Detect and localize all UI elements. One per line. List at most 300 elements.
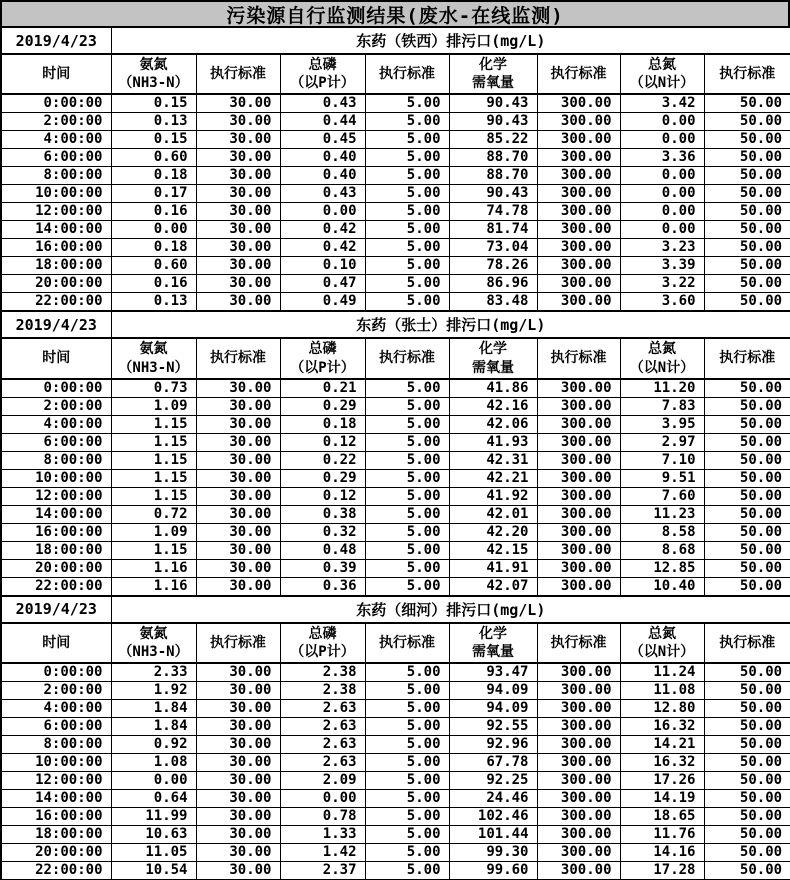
value-cell: 90.43 xyxy=(449,185,537,203)
column-header-line: 执行标准 xyxy=(210,350,266,367)
column-header-line: 氨氮 xyxy=(139,57,168,73)
time-cell: 8:00:00 xyxy=(1,451,111,469)
value-cell: 30.00 xyxy=(196,221,280,239)
column-header-std-nh3n xyxy=(196,338,280,378)
value-cell: 50.00 xyxy=(704,772,790,790)
value-cell: 0.44 xyxy=(280,113,365,131)
value-cell: 83.48 xyxy=(449,293,537,312)
time-cell: 22:00:00 xyxy=(1,577,111,596)
value-cell: 0.64 xyxy=(111,790,196,808)
column-header-line: （NH3-N） xyxy=(118,75,189,92)
value-cell: 1.16 xyxy=(111,577,196,596)
date-row xyxy=(1,28,790,54)
value-cell: 9.51 xyxy=(620,469,704,487)
value-cell: 50.00 xyxy=(704,293,790,312)
column-header-row xyxy=(1,338,790,378)
time-cell: 14:00:00 xyxy=(1,505,111,523)
value-cell: 0.12 xyxy=(280,487,365,505)
value-cell: 300.00 xyxy=(537,469,620,487)
value-cell: 30.00 xyxy=(196,415,280,433)
value-cell: 0.15 xyxy=(111,94,196,113)
time-cell: 2:00:00 xyxy=(1,113,111,131)
column-header-tn xyxy=(620,623,704,663)
value-cell: 78.26 xyxy=(449,257,537,275)
value-cell: 0.17 xyxy=(111,185,196,203)
value-cell: 1.16 xyxy=(111,559,196,577)
value-cell: 5.00 xyxy=(365,487,449,505)
column-header-line: （以N计） xyxy=(629,75,695,92)
value-cell: 30.00 xyxy=(196,487,280,505)
value-cell: 94.09 xyxy=(449,682,537,700)
value-cell: 7.10 xyxy=(620,451,704,469)
value-cell: 1.84 xyxy=(111,718,196,736)
value-cell: 30.00 xyxy=(196,718,280,736)
time-cell: 20:00:00 xyxy=(1,844,111,862)
value-cell: 50.00 xyxy=(704,275,790,293)
value-cell: 50.00 xyxy=(704,718,790,736)
data-row xyxy=(1,754,790,772)
column-header-std-tp xyxy=(365,623,449,663)
data-row xyxy=(1,736,790,754)
data-row xyxy=(1,826,790,844)
value-cell: 300.00 xyxy=(537,113,620,131)
value-cell: 5.00 xyxy=(365,844,449,862)
time-cell: 16:00:00 xyxy=(1,239,111,257)
data-row xyxy=(1,94,790,113)
value-cell: 0.40 xyxy=(280,167,365,185)
column-header-line: 执行标准 xyxy=(550,66,607,83)
value-cell: 5.00 xyxy=(365,221,449,239)
value-cell: 50.00 xyxy=(704,541,790,559)
time-cell: 14:00:00 xyxy=(1,790,111,808)
value-cell: 30.00 xyxy=(196,131,280,149)
value-cell: 0.32 xyxy=(280,523,365,541)
data-row xyxy=(1,379,790,398)
value-cell: 5.00 xyxy=(365,808,449,826)
value-cell: 50.00 xyxy=(704,469,790,487)
column-header-line: （以P计） xyxy=(290,643,355,660)
value-cell: 50.00 xyxy=(704,736,790,754)
value-cell: 300.00 xyxy=(537,808,620,826)
time-cell: 16:00:00 xyxy=(1,523,111,541)
value-cell: 300.00 xyxy=(537,293,620,312)
value-cell: 102.46 xyxy=(449,808,537,826)
value-cell: 11.24 xyxy=(620,663,704,682)
value-cell: 30.00 xyxy=(196,149,280,167)
column-header-line: 总磷 xyxy=(308,57,337,73)
monitoring-table-zhangshi xyxy=(0,312,790,596)
value-cell: 0.73 xyxy=(111,379,196,398)
value-cell: 300.00 xyxy=(537,257,620,275)
value-cell: 5.00 xyxy=(365,736,449,754)
value-cell: 0.48 xyxy=(280,541,365,559)
data-row xyxy=(1,682,790,700)
column-header-line: 执行标准 xyxy=(379,350,435,367)
value-cell: 0.00 xyxy=(620,113,704,131)
value-cell: 30.00 xyxy=(196,257,280,275)
value-cell: 7.83 xyxy=(620,397,704,415)
data-row xyxy=(1,505,790,523)
value-cell: 99.60 xyxy=(449,862,537,880)
value-cell: 90.43 xyxy=(449,113,537,131)
value-cell: 50.00 xyxy=(704,700,790,718)
column-header-tp xyxy=(280,54,365,94)
value-cell: 300.00 xyxy=(537,487,620,505)
data-row xyxy=(1,808,790,826)
value-cell: 50.00 xyxy=(704,505,790,523)
data-row xyxy=(1,469,790,487)
column-header-time xyxy=(1,54,111,94)
date-cell: 2019/4/23 xyxy=(1,312,111,338)
data-row xyxy=(1,577,790,596)
value-cell: 5.00 xyxy=(365,379,449,398)
value-cell: 14.16 xyxy=(620,844,704,862)
value-cell: 5.00 xyxy=(365,682,449,700)
value-cell: 2.97 xyxy=(620,433,704,451)
value-cell: 3.60 xyxy=(620,293,704,312)
column-header-line: 总磷 xyxy=(308,625,337,642)
data-row xyxy=(1,862,790,880)
value-cell: 1.15 xyxy=(111,451,196,469)
value-cell: 50.00 xyxy=(704,808,790,826)
column-header-line: （以N计） xyxy=(629,643,695,660)
column-header-time xyxy=(1,623,111,663)
value-cell: 50.00 xyxy=(704,826,790,844)
value-cell: 50.00 xyxy=(704,682,790,700)
value-cell: 50.00 xyxy=(704,663,790,682)
column-header-line: 时间 xyxy=(42,66,71,83)
value-cell: 0.00 xyxy=(280,790,365,808)
value-cell: 0.18 xyxy=(280,415,365,433)
monitoring-table-tiexi xyxy=(0,28,790,312)
value-cell: 92.55 xyxy=(449,718,537,736)
value-cell: 90.43 xyxy=(449,94,537,113)
value-cell: 2.38 xyxy=(280,663,365,682)
column-header-line: （以N计） xyxy=(629,359,695,376)
value-cell: 5.00 xyxy=(365,185,449,203)
data-row xyxy=(1,790,790,808)
time-cell: 20:00:00 xyxy=(1,275,111,293)
value-cell: 0.00 xyxy=(111,221,196,239)
value-cell: 300.00 xyxy=(537,718,620,736)
column-header-line: 时间 xyxy=(42,634,71,651)
value-cell: 30.00 xyxy=(196,772,280,790)
value-cell: 42.31 xyxy=(449,451,537,469)
value-cell: 0.45 xyxy=(280,131,365,149)
value-cell: 1.09 xyxy=(111,397,196,415)
value-cell: 30.00 xyxy=(196,790,280,808)
value-cell: 30.00 xyxy=(196,862,280,880)
time-cell: 6:00:00 xyxy=(1,433,111,451)
value-cell: 5.00 xyxy=(365,149,449,167)
data-row xyxy=(1,663,790,682)
column-header-nh3n xyxy=(111,338,196,378)
value-cell: 11.08 xyxy=(620,682,704,700)
value-cell: 300.00 xyxy=(537,275,620,293)
station-title: 东药（细河）排污口(mg/L) xyxy=(111,597,790,623)
column-header-line: 执行标准 xyxy=(550,350,607,367)
value-cell: 0.92 xyxy=(111,736,196,754)
time-cell: 10:00:00 xyxy=(1,754,111,772)
time-cell: 4:00:00 xyxy=(1,131,111,149)
value-cell: 1.15 xyxy=(111,541,196,559)
value-cell: 5.00 xyxy=(365,397,449,415)
column-header-line: 总氮 xyxy=(648,625,676,642)
time-cell: 0:00:00 xyxy=(1,94,111,113)
value-cell: 30.00 xyxy=(196,541,280,559)
data-row xyxy=(1,131,790,149)
value-cell: 5.00 xyxy=(365,433,449,451)
time-cell: 6:00:00 xyxy=(1,149,111,167)
value-cell: 30.00 xyxy=(196,167,280,185)
column-header-cod xyxy=(449,623,537,663)
data-row xyxy=(1,844,790,862)
value-cell: 300.00 xyxy=(537,379,620,398)
value-cell: 2.63 xyxy=(280,754,365,772)
value-cell: 300.00 xyxy=(537,772,620,790)
time-cell: 18:00:00 xyxy=(1,826,111,844)
value-cell: 50.00 xyxy=(704,379,790,398)
date-cell: 2019/4/23 xyxy=(1,597,111,623)
column-header-nh3n xyxy=(111,623,196,663)
data-row xyxy=(1,559,790,577)
value-cell: 300.00 xyxy=(537,131,620,149)
column-header-line: （NH3-N） xyxy=(118,643,189,660)
value-cell: 92.25 xyxy=(449,772,537,790)
value-cell: 0.18 xyxy=(111,167,196,185)
station-title: 东药（铁西）排污口(mg/L) xyxy=(111,28,790,54)
value-cell: 0.40 xyxy=(280,149,365,167)
value-cell: 5.00 xyxy=(365,559,449,577)
column-header-std-cod xyxy=(537,54,620,94)
column-header-std-tn xyxy=(704,338,790,378)
value-cell: 0.16 xyxy=(111,275,196,293)
data-row xyxy=(1,487,790,505)
column-header-tn xyxy=(620,54,704,94)
value-cell: 67.78 xyxy=(449,754,537,772)
data-row xyxy=(1,149,790,167)
value-cell: 50.00 xyxy=(704,523,790,541)
value-cell: 42.07 xyxy=(449,577,537,596)
value-cell: 300.00 xyxy=(537,397,620,415)
value-cell: 0.16 xyxy=(111,203,196,221)
value-cell: 50.00 xyxy=(704,203,790,221)
value-cell: 5.00 xyxy=(365,239,449,257)
value-cell: 16.32 xyxy=(620,718,704,736)
value-cell: 12.85 xyxy=(620,559,704,577)
value-cell: 5.00 xyxy=(365,754,449,772)
value-cell: 300.00 xyxy=(537,203,620,221)
value-cell: 0.29 xyxy=(280,469,365,487)
value-cell: 50.00 xyxy=(704,239,790,257)
value-cell: 50.00 xyxy=(704,451,790,469)
value-cell: 5.00 xyxy=(365,772,449,790)
value-cell: 2.37 xyxy=(280,862,365,880)
value-cell: 5.00 xyxy=(365,663,449,682)
value-cell: 0.00 xyxy=(280,203,365,221)
value-cell: 0.21 xyxy=(280,379,365,398)
value-cell: 5.00 xyxy=(365,523,449,541)
value-cell: 88.70 xyxy=(449,167,537,185)
column-header-line: 总氮 xyxy=(648,341,676,358)
value-cell: 50.00 xyxy=(704,487,790,505)
value-cell: 50.00 xyxy=(704,754,790,772)
data-row xyxy=(1,257,790,275)
value-cell: 2.63 xyxy=(280,700,365,718)
value-cell: 50.00 xyxy=(704,844,790,862)
column-header-line: 执行标准 xyxy=(550,634,607,651)
value-cell: 0.78 xyxy=(280,808,365,826)
value-cell: 1.15 xyxy=(111,469,196,487)
value-cell: 50.00 xyxy=(704,257,790,275)
value-cell: 12.80 xyxy=(620,700,704,718)
value-cell: 30.00 xyxy=(196,275,280,293)
monitoring-table-xihe xyxy=(0,597,790,880)
value-cell: 5.00 xyxy=(365,577,449,596)
value-cell: 81.74 xyxy=(449,221,537,239)
value-cell: 30.00 xyxy=(196,559,280,577)
value-cell: 50.00 xyxy=(704,167,790,185)
value-cell: 2.38 xyxy=(280,682,365,700)
value-cell: 300.00 xyxy=(537,559,620,577)
value-cell: 73.04 xyxy=(449,239,537,257)
value-cell: 8.58 xyxy=(620,523,704,541)
value-cell: 50.00 xyxy=(704,221,790,239)
value-cell: 30.00 xyxy=(196,94,280,113)
value-cell: 5.00 xyxy=(365,94,449,113)
column-header-line: 执行标准 xyxy=(210,66,266,83)
value-cell: 5.00 xyxy=(365,451,449,469)
time-cell: 2:00:00 xyxy=(1,397,111,415)
value-cell: 5.00 xyxy=(365,469,449,487)
value-cell: 11.05 xyxy=(111,844,196,862)
data-row xyxy=(1,700,790,718)
value-cell: 11.99 xyxy=(111,808,196,826)
value-cell: 5.00 xyxy=(365,203,449,221)
column-header-std-tn xyxy=(704,623,790,663)
value-cell: 300.00 xyxy=(537,523,620,541)
value-cell: 30.00 xyxy=(196,736,280,754)
value-cell: 0.18 xyxy=(111,239,196,257)
value-cell: 300.00 xyxy=(537,790,620,808)
value-cell: 3.22 xyxy=(620,275,704,293)
value-cell: 94.09 xyxy=(449,700,537,718)
data-row xyxy=(1,239,790,257)
value-cell: 24.46 xyxy=(449,790,537,808)
value-cell: 0.00 xyxy=(620,221,704,239)
value-cell: 50.00 xyxy=(704,577,790,596)
value-cell: 92.96 xyxy=(449,736,537,754)
time-cell: 12:00:00 xyxy=(1,203,111,221)
value-cell: 30.00 xyxy=(196,808,280,826)
column-header-line: 需氧量 xyxy=(472,75,514,92)
value-cell: 0.43 xyxy=(280,94,365,113)
value-cell: 50.00 xyxy=(704,559,790,577)
time-cell: 20:00:00 xyxy=(1,559,111,577)
value-cell: 5.00 xyxy=(365,275,449,293)
value-cell: 300.00 xyxy=(537,736,620,754)
data-row xyxy=(1,293,790,312)
value-cell: 3.95 xyxy=(620,415,704,433)
value-cell: 30.00 xyxy=(196,844,280,862)
value-cell: 41.92 xyxy=(449,487,537,505)
value-cell: 0.00 xyxy=(620,185,704,203)
time-cell: 8:00:00 xyxy=(1,167,111,185)
column-header-line: 执行标准 xyxy=(210,634,266,651)
column-header-line: 总氮 xyxy=(648,57,676,73)
value-cell: 41.93 xyxy=(449,433,537,451)
value-cell: 5.00 xyxy=(365,113,449,131)
data-row xyxy=(1,113,790,131)
time-cell: 12:00:00 xyxy=(1,772,111,790)
value-cell: 50.00 xyxy=(704,185,790,203)
value-cell: 11.20 xyxy=(620,379,704,398)
data-row xyxy=(1,275,790,293)
value-cell: 5.00 xyxy=(365,862,449,880)
column-header-nh3n xyxy=(111,54,196,94)
value-cell: 11.76 xyxy=(620,826,704,844)
value-cell: 2.33 xyxy=(111,663,196,682)
column-header-line: 需氧量 xyxy=(472,643,514,660)
value-cell: 41.91 xyxy=(449,559,537,577)
value-cell: 300.00 xyxy=(537,451,620,469)
date-row xyxy=(1,597,790,623)
value-cell: 11.23 xyxy=(620,505,704,523)
value-cell: 42.21 xyxy=(449,469,537,487)
value-cell: 50.00 xyxy=(704,397,790,415)
value-cell: 3.36 xyxy=(620,149,704,167)
value-cell: 50.00 xyxy=(704,862,790,880)
value-cell: 0.15 xyxy=(111,131,196,149)
value-cell: 0.42 xyxy=(280,239,365,257)
station-title: 东药（张士）排污口(mg/L) xyxy=(111,312,790,338)
value-cell: 86.96 xyxy=(449,275,537,293)
value-cell: 0.00 xyxy=(620,203,704,221)
value-cell: 30.00 xyxy=(196,397,280,415)
column-header-tn xyxy=(620,338,704,378)
time-cell: 2:00:00 xyxy=(1,682,111,700)
column-header-std-tn xyxy=(704,54,790,94)
value-cell: 0.42 xyxy=(280,221,365,239)
value-cell: 300.00 xyxy=(537,505,620,523)
value-cell: 85.22 xyxy=(449,131,537,149)
value-cell: 8.68 xyxy=(620,541,704,559)
column-header-row xyxy=(1,54,790,94)
value-cell: 1.84 xyxy=(111,700,196,718)
date-cell: 2019/4/23 xyxy=(1,28,111,54)
value-cell: 42.16 xyxy=(449,397,537,415)
value-cell: 2.09 xyxy=(280,772,365,790)
value-cell: 10.54 xyxy=(111,862,196,880)
value-cell: 42.15 xyxy=(449,541,537,559)
data-row xyxy=(1,523,790,541)
value-cell: 42.06 xyxy=(449,415,537,433)
value-cell: 101.44 xyxy=(449,826,537,844)
time-cell: 18:00:00 xyxy=(1,541,111,559)
column-header-line: 总磷 xyxy=(308,341,337,358)
value-cell: 0.29 xyxy=(280,397,365,415)
value-cell: 30.00 xyxy=(196,451,280,469)
data-row xyxy=(1,541,790,559)
value-cell: 17.28 xyxy=(620,862,704,880)
data-row xyxy=(1,433,790,451)
value-cell: 7.60 xyxy=(620,487,704,505)
value-cell: 5.00 xyxy=(365,167,449,185)
date-row xyxy=(1,312,790,338)
column-header-std-tp xyxy=(365,338,449,378)
value-cell: 30.00 xyxy=(196,523,280,541)
value-cell: 0.72 xyxy=(111,505,196,523)
